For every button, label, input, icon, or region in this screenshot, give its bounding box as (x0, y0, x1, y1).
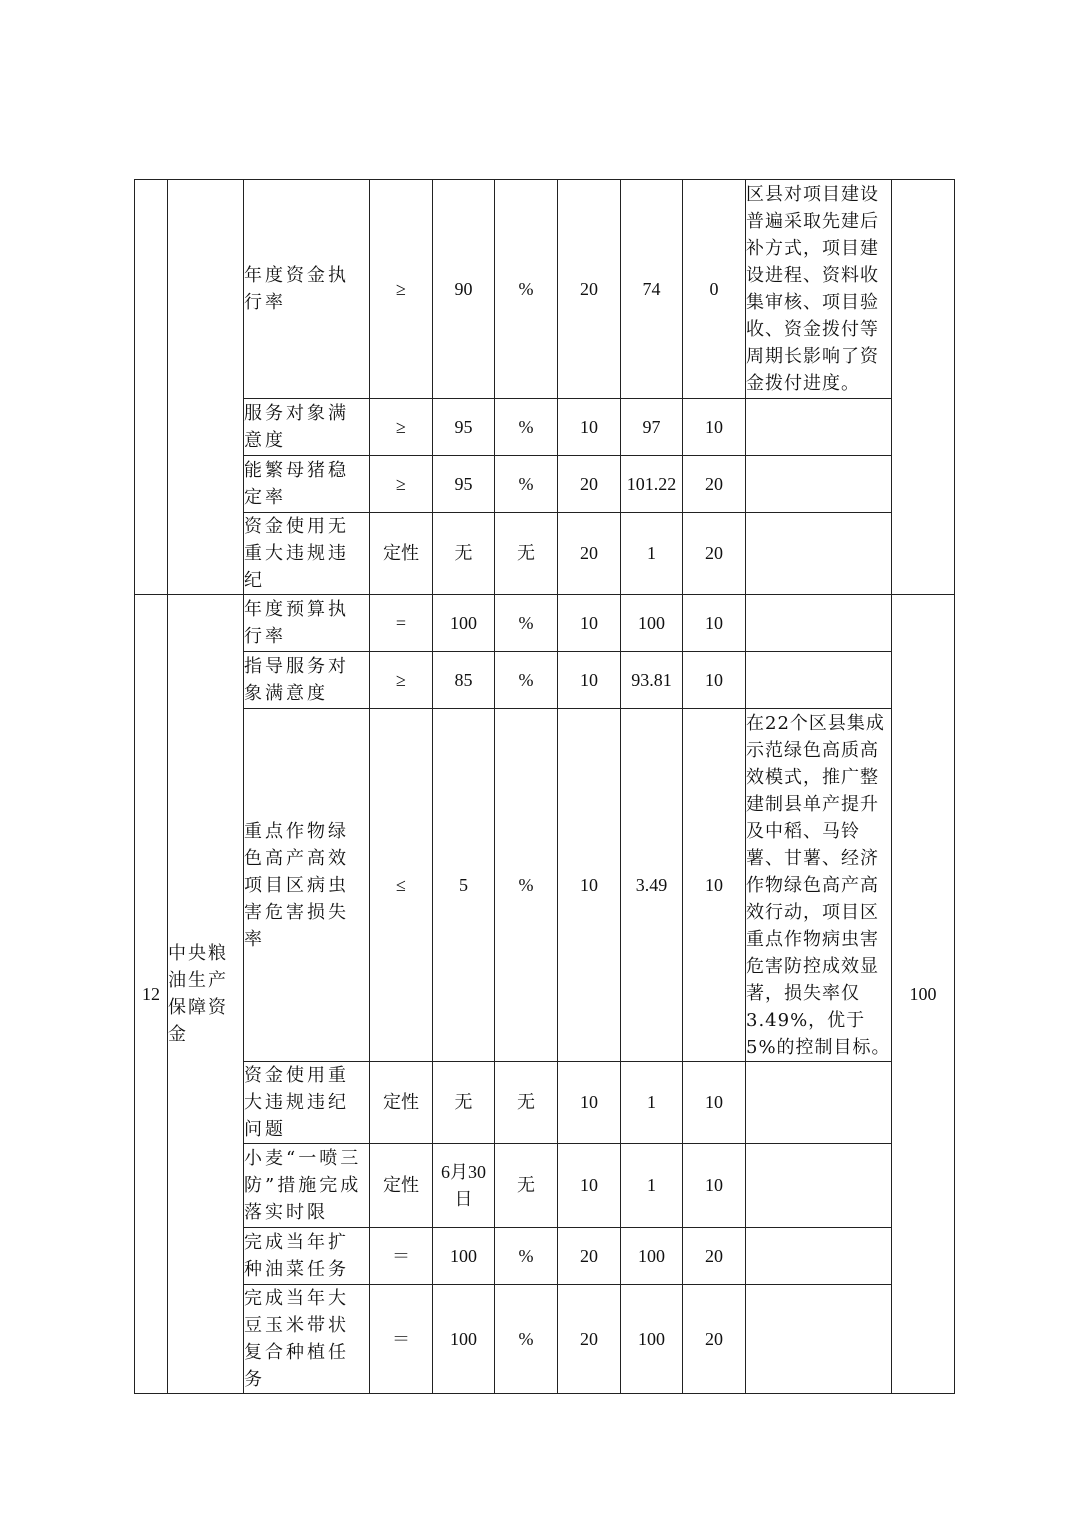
weight: 10 (558, 709, 621, 1062)
operator: 定性 (370, 1062, 433, 1144)
table-row (135, 1228, 955, 1285)
weight: 20 (558, 180, 621, 399)
score: 10 (683, 652, 746, 709)
performance-table (134, 179, 955, 1394)
operator: ≤ (370, 709, 433, 1062)
indicator-name: 完成当年扩种油菜任务 (244, 1228, 370, 1285)
operator: 定性 (370, 1144, 433, 1228)
target-value: 无 (433, 1062, 495, 1144)
deviation-note: 在22个区县集成示范绿色高质高效模式，推广整建制县单产提升及中稻、马铃薯、甘薯、经济作物绿色高产高效行动，项目区重点作物病虫害危害防控成效显著，损失率仅3.49%，优于5%的控制目标。 (746, 709, 892, 1062)
score: 20 (683, 456, 746, 513)
actual-value: 1 (621, 513, 683, 595)
deviation-note (746, 1285, 892, 1394)
table-row (135, 709, 955, 1062)
operator: ≥ (370, 180, 433, 399)
unit: % (495, 180, 558, 399)
target-value: 6月30日 (433, 1144, 495, 1228)
operator: ＝ (370, 1285, 433, 1394)
score: 10 (683, 709, 746, 1062)
weight: 10 (558, 652, 621, 709)
indicator-name: 服务对象满意度 (244, 399, 370, 456)
indicator-name: 年度预算执行率 (244, 595, 370, 652)
operator: ≥ (370, 456, 433, 513)
operator: = (370, 595, 433, 652)
unit: % (495, 456, 558, 513)
deviation-note (746, 595, 892, 652)
deviation-note (746, 399, 892, 456)
unit: % (495, 709, 558, 1062)
indicator-name: 资金使用无重大违规违纪 (244, 513, 370, 595)
weight: 10 (558, 399, 621, 456)
target-value: 95 (433, 456, 495, 513)
weight: 20 (558, 513, 621, 595)
operator: ＝ (370, 1228, 433, 1285)
score: 0 (683, 180, 746, 399)
score: 20 (683, 1228, 746, 1285)
table-row (135, 180, 955, 399)
unit: % (495, 1228, 558, 1285)
target-value: 100 (433, 1228, 495, 1285)
target-value: 无 (433, 513, 495, 595)
seq-cell (135, 180, 168, 595)
indicator-name: 小麦“一喷三防”措施完成落实时限 (244, 1144, 370, 1228)
unit: % (495, 652, 558, 709)
target-value: 5 (433, 709, 495, 1062)
weight: 20 (558, 1228, 621, 1285)
actual-value: 100 (621, 1285, 683, 1394)
score: 20 (683, 513, 746, 595)
table-row (135, 1285, 955, 1394)
weight: 10 (558, 595, 621, 652)
score: 20 (683, 1285, 746, 1394)
actual-value: 101.22 (621, 456, 683, 513)
table-row (135, 652, 955, 709)
actual-value: 1 (621, 1062, 683, 1144)
table-row (135, 595, 955, 652)
target-value: 100 (433, 595, 495, 652)
unit: 无 (495, 1062, 558, 1144)
operator: 定性 (370, 513, 433, 595)
target-value: 100 (433, 1285, 495, 1394)
deviation-note (746, 1228, 892, 1285)
unit: % (495, 1285, 558, 1394)
fund-name: 中央粮油生产保障资金 (168, 595, 244, 1394)
score: 10 (683, 1144, 746, 1228)
actual-value: 74 (621, 180, 683, 399)
operator: ≥ (370, 652, 433, 709)
unit: % (495, 399, 558, 456)
indicator-name: 资金使用重大违规违纪问题 (244, 1062, 370, 1144)
score: 10 (683, 595, 746, 652)
actual-value: 97 (621, 399, 683, 456)
total-score: 100 (892, 595, 955, 1394)
indicator-name: 重点作物绿色高产高效项目区病虫害危害损失率 (244, 709, 370, 1062)
indicator-name: 年度资金执行率 (244, 180, 370, 399)
weight: 20 (558, 456, 621, 513)
indicator-name: 指导服务对象满意度 (244, 652, 370, 709)
table-row (135, 456, 955, 513)
indicator-name: 能繁母猪稳定率 (244, 456, 370, 513)
deviation-note (746, 513, 892, 595)
table-row (135, 1144, 955, 1228)
target-value: 95 (433, 399, 495, 456)
table-row (135, 399, 955, 456)
target-value: 90 (433, 180, 495, 399)
weight: 10 (558, 1144, 621, 1228)
table-row (135, 1062, 955, 1144)
actual-value: 100 (621, 1228, 683, 1285)
deviation-note (746, 652, 892, 709)
unit: 无 (495, 1144, 558, 1228)
indicator-name: 完成当年大豆玉米带状复合种植任务 (244, 1285, 370, 1394)
total-score-cell (892, 180, 955, 595)
score: 10 (683, 1062, 746, 1144)
actual-value: 3.49 (621, 709, 683, 1062)
deviation-note (746, 1062, 892, 1144)
deviation-note (746, 1144, 892, 1228)
unit: % (495, 595, 558, 652)
deviation-note: 区县对项目建设普遍采取先建后补方式，项目建设进程、资料收集审核、项目验收、资金拨付等周期长影响了资金拨付进度。 (746, 180, 892, 399)
table-row (135, 513, 955, 595)
actual-value: 100 (621, 595, 683, 652)
actual-value: 1 (621, 1144, 683, 1228)
fund-name-cell (168, 180, 244, 595)
weight: 10 (558, 1062, 621, 1144)
operator: ≥ (370, 399, 433, 456)
seq-number: 12 (135, 595, 168, 1394)
unit: 无 (495, 513, 558, 595)
deviation-note (746, 456, 892, 513)
actual-value: 93.81 (621, 652, 683, 709)
score: 10 (683, 399, 746, 456)
target-value: 85 (433, 652, 495, 709)
weight: 20 (558, 1285, 621, 1394)
